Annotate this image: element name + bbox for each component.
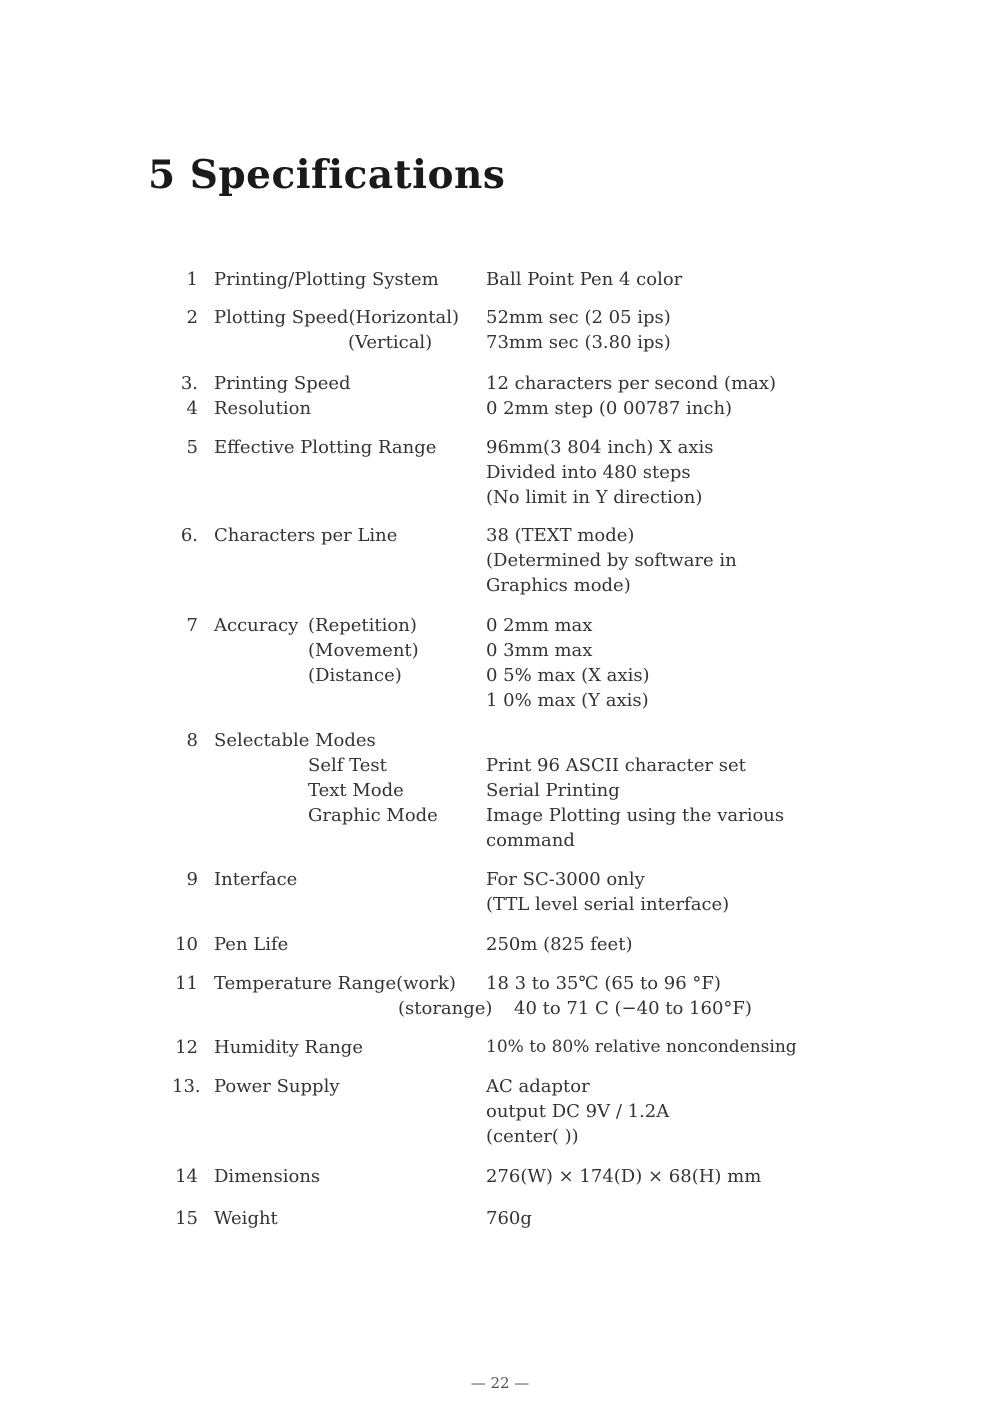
item-value: Graphics mode) xyxy=(486,575,631,596)
item-value: 52mm sec (2 05 ips) xyxy=(486,307,671,328)
item-value: 0 2mm step (0 00787 inch) xyxy=(486,398,733,419)
item-label: Resolution xyxy=(214,398,312,419)
item-number: 14 xyxy=(175,1166,198,1187)
item-number: 8 xyxy=(186,730,198,751)
page-number: — 22 — xyxy=(470,1374,530,1392)
item-value: 12 characters per second (max) xyxy=(486,373,777,394)
item-number: 3. xyxy=(180,373,198,394)
item-value: Ball Point Pen 4 color xyxy=(486,269,683,290)
item-value: 250m (825 feet) xyxy=(486,934,633,955)
item-value: 10% to 80% relative noncondensing xyxy=(486,1037,797,1057)
item-sublabel: Self Test xyxy=(308,755,387,776)
item-label: Temperature Range(work) xyxy=(214,973,456,994)
item-value: (TTL level serial interface) xyxy=(486,894,730,915)
item-number: 6. xyxy=(180,525,198,546)
item-value: Serial Printing xyxy=(486,780,620,801)
item-number: 1 xyxy=(186,269,198,290)
item-sublabel: (Movement) xyxy=(308,640,419,661)
item-label: Pen Life xyxy=(214,934,289,955)
item-value: 73mm sec (3.80 ips) xyxy=(486,332,671,353)
item-label: Interface xyxy=(214,869,298,890)
item-value: 276(W) × 174(D) × 68(H) mm xyxy=(486,1166,762,1187)
item-label: Plotting Speed(Horizontal) xyxy=(214,307,460,328)
item-value: output DC 9V / 1.2A xyxy=(486,1101,670,1122)
item-number: 9 xyxy=(186,869,198,890)
item-sublabel: (Vertical) xyxy=(348,332,433,353)
item-value: For SC-3000 only xyxy=(486,869,645,890)
item-value: (center( )) xyxy=(486,1126,579,1147)
item-value: Divided into 480 steps xyxy=(486,462,691,483)
item-value: 1 0% max (Y axis) xyxy=(486,690,649,711)
item-label: Printing/Plotting System xyxy=(214,269,439,290)
item-value: (Determined by software in xyxy=(486,550,737,571)
item-sublabel: (Repetition) xyxy=(308,615,417,636)
item-sublabel: (Distance) xyxy=(308,665,402,686)
item-value: 18 3 to 35℃ (65 to 96 °F) xyxy=(486,973,721,994)
item-number: 15 xyxy=(175,1208,198,1229)
item-value: 40 to 71 C (−40 to 160°F) xyxy=(514,998,752,1019)
item-number: 2 xyxy=(186,307,198,328)
item-label: Humidity Range xyxy=(214,1037,363,1058)
item-number: 10 xyxy=(175,934,198,955)
item-value: AC adaptor xyxy=(486,1076,590,1097)
page-title: 5 Specifications xyxy=(148,152,506,198)
item-label: Selectable Modes xyxy=(214,730,376,751)
item-label: Characters per Line xyxy=(214,525,398,546)
item-label: Weight xyxy=(214,1208,278,1229)
item-number: 11 xyxy=(175,973,198,994)
item-value: Image Plotting using the various xyxy=(486,805,785,826)
item-value: 0 2mm max xyxy=(486,615,593,636)
item-label: Printing Speed xyxy=(214,373,351,394)
item-value: 0 5% max (X axis) xyxy=(486,665,650,686)
item-label: Power Supply xyxy=(214,1076,340,1097)
item-value: Print 96 ASCII character set xyxy=(486,755,746,776)
item-number: 7 xyxy=(186,615,198,636)
item-label: Accuracy xyxy=(214,615,299,636)
item-sublabel: (storange) xyxy=(398,998,493,1019)
item-number: 5 xyxy=(186,437,198,458)
item-sublabel: Text Mode xyxy=(308,780,404,801)
item-number: 12 xyxy=(175,1037,198,1058)
item-value: 760g xyxy=(486,1208,532,1229)
item-value: 96mm(3 804 inch) X axis xyxy=(486,437,714,458)
item-label: Effective Plotting Range xyxy=(214,437,437,458)
item-value: command xyxy=(486,830,575,851)
item-sublabel: Graphic Mode xyxy=(308,805,438,826)
item-number: 13. xyxy=(172,1076,201,1097)
item-value: 38 (TEXT mode) xyxy=(486,525,635,546)
item-number: 4 xyxy=(186,398,198,419)
item-value: (No limit in Y direction) xyxy=(486,487,703,508)
item-label: Dimensions xyxy=(214,1166,321,1187)
item-value: 0 3mm max xyxy=(486,640,593,661)
